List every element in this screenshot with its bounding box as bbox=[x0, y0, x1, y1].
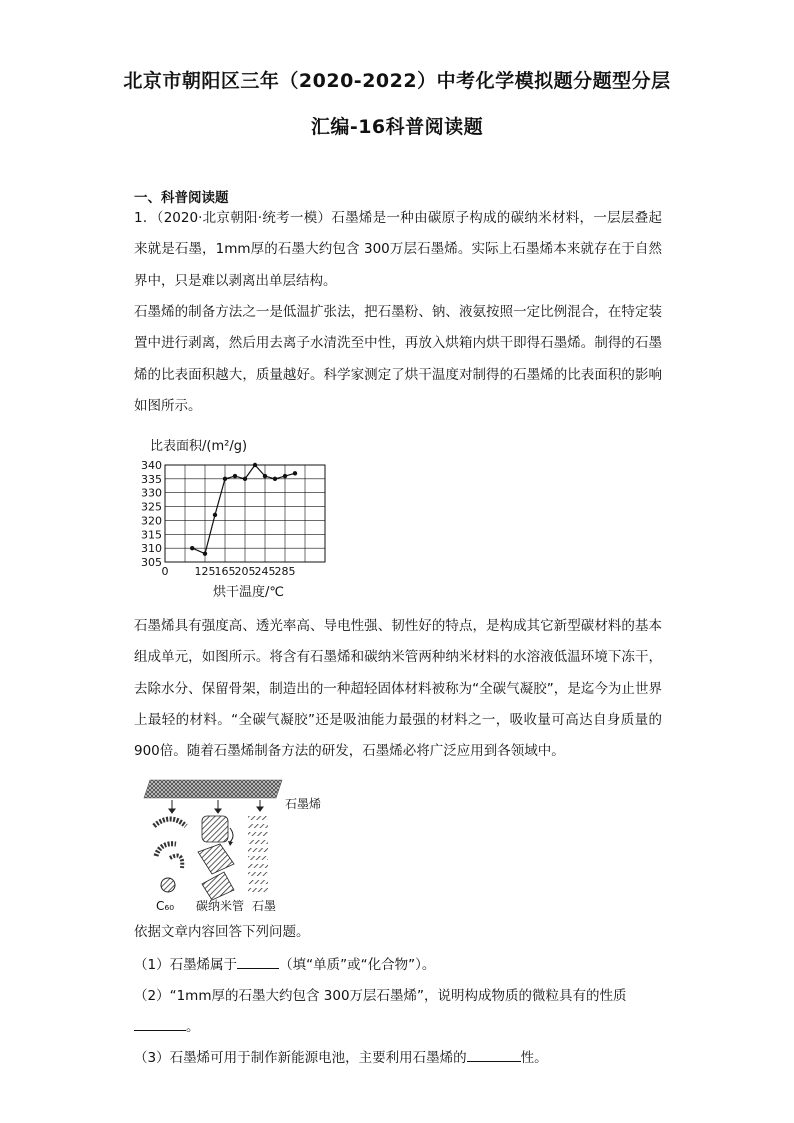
doc-title-line2: 汇编-16科普阅读题 bbox=[310, 116, 484, 138]
carbon-nanotube-label: 碳纳米管 bbox=[196, 899, 245, 913]
c60-icon bbox=[161, 878, 175, 892]
question-2-text: （2）“1mm厚的石墨大约包含 300万层石墨烯”，说明构成物质的微粒具有的性质 bbox=[134, 988, 627, 1004]
y-tick-label: 320 bbox=[141, 514, 162, 528]
question-2 bbox=[134, 984, 627, 1004]
question-3-text: （3）石墨烯可用于制作新能源电池，主要利用石墨烯的 bbox=[134, 1050, 467, 1066]
x-tick-label: 285 bbox=[274, 565, 296, 578]
question-3 bbox=[134, 1046, 548, 1066]
y-tick-label: 310 bbox=[141, 542, 162, 556]
c60-wrapping-icon bbox=[154, 819, 186, 892]
data-point bbox=[213, 513, 217, 517]
data-point bbox=[190, 546, 194, 550]
paragraph-2: 石墨烯的制备方法之一是低温扩张法，把石墨粉、钠、液氨按照一定比例混合，在特定装置中进行剥离，然后用去离子水清洗至中性，再放入烘箱内烘干即得石墨烯。制得的石墨烯的比表面积越大，质量越好。科学家测定了烘干温度对制得的石墨烯的比表面积的影响如图所示。 bbox=[134, 304, 662, 414]
nanotube-rolling-icon bbox=[198, 816, 234, 900]
data-point bbox=[273, 477, 277, 481]
answer-blank-1[interactable] bbox=[237, 955, 279, 969]
data-point bbox=[223, 477, 227, 481]
graphite-stack-icon bbox=[248, 816, 268, 892]
answer-blank-2[interactable] bbox=[134, 1017, 186, 1031]
answer-blank-3[interactable] bbox=[467, 1048, 521, 1062]
y-tick-label: 325 bbox=[141, 500, 162, 514]
data-point bbox=[253, 463, 257, 467]
x-tick-label: 125 bbox=[194, 565, 216, 578]
x-tick-label: 205 bbox=[234, 565, 256, 578]
question-2-answer-line bbox=[134, 1015, 200, 1035]
y-tick-label: 335 bbox=[141, 472, 162, 486]
section-heading: 一、科普阅读题 bbox=[134, 190, 229, 206]
question-2-tail: 。 bbox=[186, 1019, 200, 1035]
question-3-tail: 性。 bbox=[520, 1050, 548, 1066]
data-point bbox=[283, 474, 287, 478]
data-point bbox=[293, 471, 297, 475]
graphite-label: 石墨 bbox=[252, 899, 277, 913]
c60-label: C₆₀ bbox=[156, 899, 174, 913]
line-chart bbox=[130, 430, 350, 602]
data-point bbox=[243, 477, 247, 481]
y-tick-label: 305 bbox=[141, 556, 162, 569]
x-tick-label: 245 bbox=[254, 565, 276, 578]
data-point bbox=[233, 474, 237, 478]
y-tick-label: 330 bbox=[141, 486, 162, 500]
question-1 bbox=[134, 953, 435, 973]
doc-title-line1: 北京市朝阳区三年（2020-2022）中考化学模拟题分题型分层 bbox=[123, 70, 671, 92]
graphene-sheet-icon bbox=[144, 780, 282, 798]
paragraph-3: 石墨烯具有强度高、透光率高、导电性强、韧性好的特点，是构成其它新型碳材料的基本组成单元，如图所示。将含有石墨烯和碳纳米管两种纳米材料的水溶液低温环境下冻干，去除水分、保留骨架，制造出的一种超轻固体材料被称为“全碳气凝胶”，是迄今为止世界上最轻的材料。“全碳气凝胶”还是吸油能力最强的材料之一，吸收量可高达自身质量的 900倍。随着石墨烯制备方法的研发，石墨烯必将广泛应用到各领域中。 bbox=[134, 618, 662, 760]
carbon-structures-figure bbox=[140, 772, 340, 920]
question-1-tail: （填“单质”或“化合物”）。 bbox=[279, 957, 436, 973]
question-1-text: （1）石墨烯属于 bbox=[134, 957, 238, 973]
y-axis-label: 比表面积/(m²/g) bbox=[150, 439, 248, 454]
x-axis-label: 烘干温度/℃ bbox=[213, 585, 284, 600]
arrow-icon bbox=[169, 800, 263, 813]
paragraph-1: 1．（2020·北京朝阳·统考一模）石墨烯是一种由碳原子构成的碳纳米材料，一层层叠起来就是石墨，1mm厚的石墨大约包含 300万层石墨烯。实际上石墨烯本来就存在于自然界中，只是难以剥离出单层结构。 bbox=[134, 210, 662, 289]
data-point bbox=[203, 551, 207, 555]
graphene-label: 石墨烯 bbox=[285, 797, 322, 811]
y-tick-label: 340 bbox=[141, 459, 162, 472]
x-tick-label: 0 bbox=[161, 565, 169, 578]
data-point bbox=[263, 474, 267, 478]
question-intro: 依据文章内容回答下列问题。 bbox=[134, 924, 310, 940]
x-tick-label: 165 bbox=[214, 565, 236, 578]
y-tick-label: 315 bbox=[141, 528, 162, 542]
